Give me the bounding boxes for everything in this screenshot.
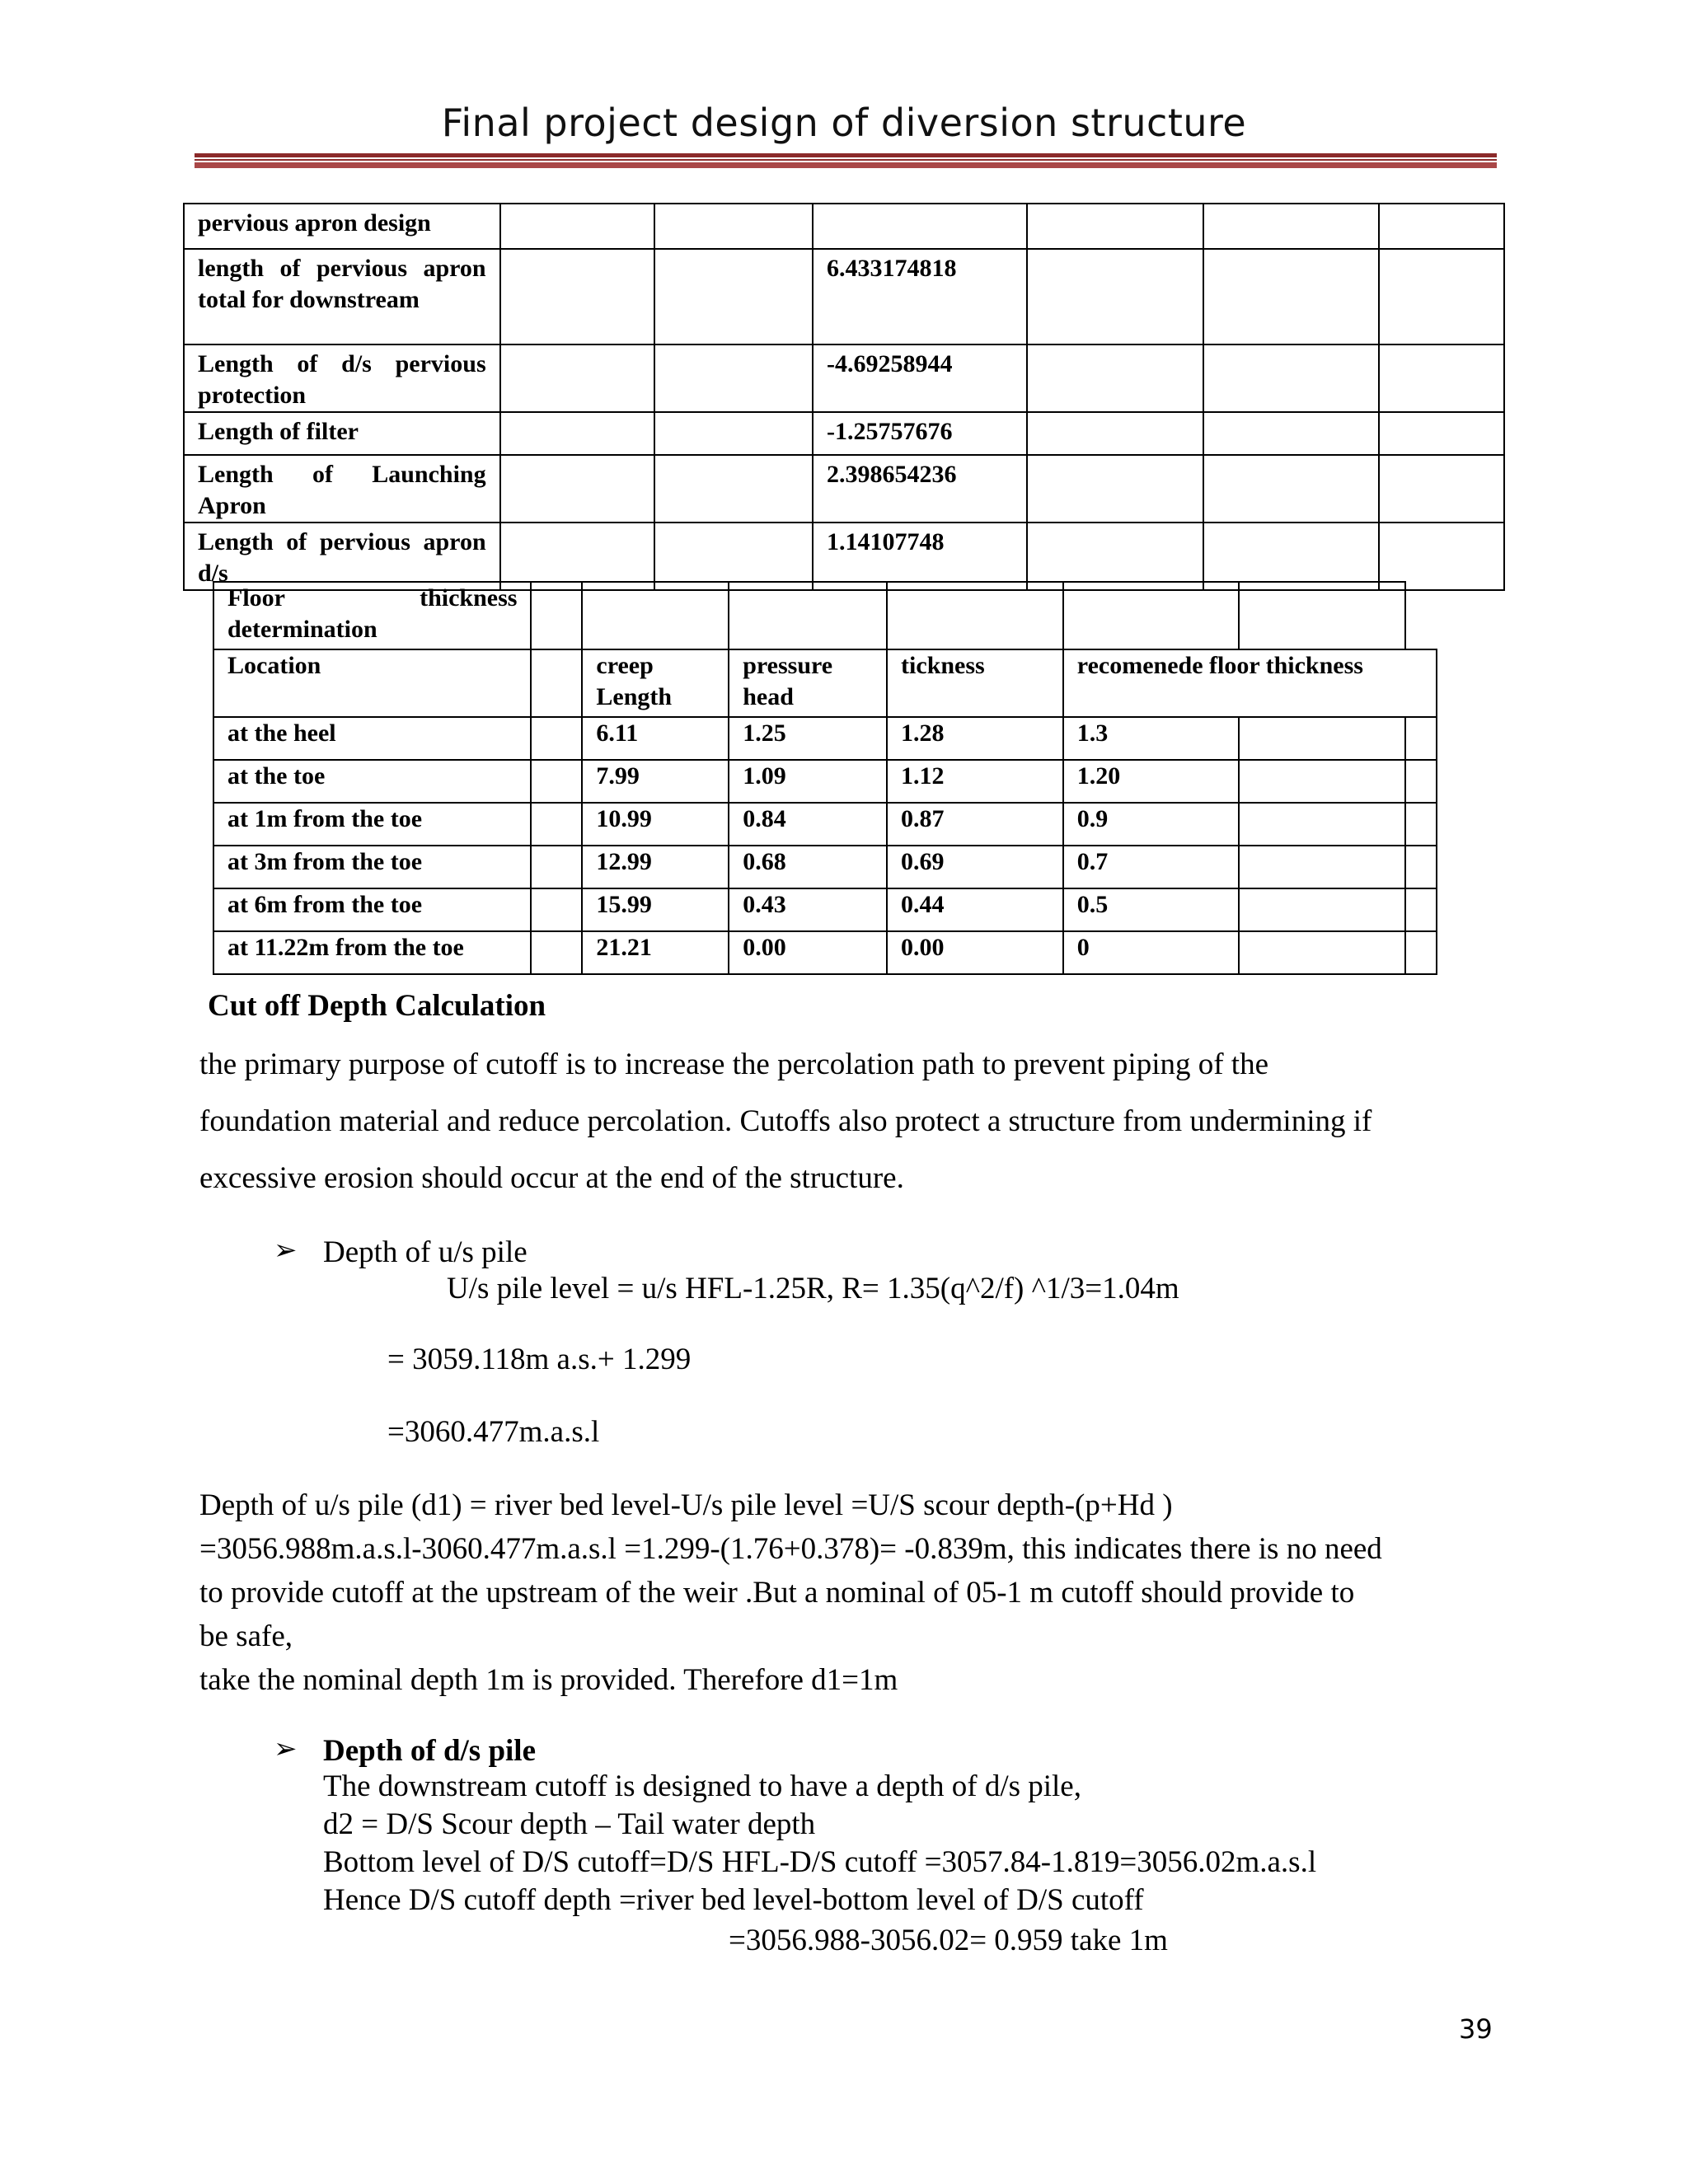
cell-location: at the heel: [213, 717, 531, 760]
cell-pressure: 0.84: [729, 803, 887, 846]
bullet-arrow-icon: ➢: [274, 1732, 298, 1765]
floor-thickness-table: [213, 581, 1437, 975]
header-recommended-thickness: recomenede floor thickness: [1063, 649, 1437, 717]
cell-creep: 21.21: [582, 931, 729, 974]
apron-row-label: Length of Launching Apron: [184, 455, 500, 523]
cell-creep: 15.99: [582, 888, 729, 931]
cell-thickness: 1.28: [887, 717, 1063, 760]
intro-line: the primary purpose of cutoff is to increase the percolation path to prevent piping of the: [199, 1047, 1269, 1081]
cell-recommended: 1.20: [1063, 760, 1240, 803]
header-creep-length: creep Length: [582, 649, 729, 717]
table-row: [213, 803, 1437, 846]
apron-row-value: 1.14107748: [813, 523, 1027, 590]
cell-location: at 6m from the toe: [213, 888, 531, 931]
us-pile-title: Depth of u/s pile: [323, 1235, 528, 1269]
table-row: [184, 204, 1504, 249]
section-heading-cutoff: Cut off Depth Calculation: [208, 989, 546, 1023]
us-pile-eq2: =3060.477m.a.s.l: [387, 1415, 600, 1449]
paragraph-line: Depth of u/s pile (d1) = river bed level-U/s pile level =U/S scour depth-(p+Hd ): [199, 1488, 1173, 1522]
cell-pressure: 0.00: [729, 931, 887, 974]
apron-row-value: 2.398654236: [813, 455, 1027, 523]
cell-location: at 1m from the toe: [213, 803, 531, 846]
cell-recommended: 0.7: [1063, 846, 1240, 888]
header-rule: [195, 159, 1497, 161]
apron-row-value: 6.433174818: [813, 249, 1027, 344]
cell-thickness: 1.12: [887, 760, 1063, 803]
cell-creep: 10.99: [582, 803, 729, 846]
cell-pressure: 1.09: [729, 760, 887, 803]
us-depth-paragraph: [199, 1484, 1485, 1703]
apron-row-label: Length of filter: [184, 412, 500, 455]
pervious-apron-table: [183, 203, 1505, 591]
header-rule: [195, 162, 1497, 168]
paragraph-line: Bottom level of D/S cutoff=D/S HFL-D/S cutoff =3057.84-1.819=3056.02m.a.s.l: [323, 1845, 1317, 1879]
apron-row-label: length of pervious apron total for downstream: [184, 249, 500, 344]
paragraph-line: take the nominal depth 1m is provided. Therefore d1=1m: [199, 1663, 898, 1697]
table-row: [184, 412, 1504, 455]
table-row: [213, 717, 1437, 760]
cell-pressure: 1.25: [729, 717, 887, 760]
cutoff-intro-paragraph: [199, 1043, 1485, 1214]
intro-line: foundation material and reduce percolation. Cutoffs also protect a structure from undermining if: [199, 1104, 1372, 1138]
page-number: 39: [1459, 2013, 1493, 2045]
cell-creep: 6.11: [582, 717, 729, 760]
cell-thickness: 0.87: [887, 803, 1063, 846]
table-row: [184, 249, 1504, 344]
us-pile-eq1: = 3059.118m a.s.+ 1.299: [387, 1343, 692, 1376]
header-pressure-head: pressure head: [729, 649, 887, 717]
ds-pile-result: =3056.988-3056.02= 0.959 take 1m: [729, 1924, 1168, 1957]
table-row: [213, 846, 1437, 888]
ds-pile-text: [323, 1768, 1316, 1919]
apron-table-title: pervious apron design: [184, 204, 500, 249]
cell-location: at 11.22m from the toe: [213, 931, 531, 974]
paragraph-line: to provide cutoff at the upstream of the weir .But a nominal of 05-1 m cutoff should provide to: [199, 1576, 1355, 1610]
table-row: [184, 455, 1504, 523]
cell-location: at 3m from the toe: [213, 846, 531, 888]
cell-recommended: 0.5: [1063, 888, 1240, 931]
cell-creep: 7.99: [582, 760, 729, 803]
cell-pressure: 0.68: [729, 846, 887, 888]
cell-location: at the toe: [213, 760, 531, 803]
paragraph-line: Hence D/S cutoff depth =river bed level-bottom level of D/S cutoff: [323, 1883, 1144, 1917]
table-row: [213, 649, 1437, 717]
cell-creep: 12.99: [582, 846, 729, 888]
cell-recommended: 1.3: [1063, 717, 1240, 760]
apron-row-label: Length of pervious apron d/s: [184, 523, 500, 590]
ds-pile-title: Depth of d/s pile: [323, 1734, 537, 1768]
cell-recommended: 0.9: [1063, 803, 1240, 846]
cell-pressure: 0.43: [729, 888, 887, 931]
table-row: [213, 582, 1437, 649]
us-pile-formula: U/s pile level = u/s HFL-1.25R, R= 1.35(q^2/f) ^1/3=1.04m: [447, 1272, 1179, 1305]
cell-recommended: 0: [1063, 931, 1240, 974]
bullet-arrow-icon: ➢: [274, 1234, 298, 1267]
apron-row-value: -4.69258944: [813, 344, 1027, 412]
table-row: [184, 523, 1504, 590]
paragraph-line: be safe,: [199, 1619, 293, 1653]
paragraph-line: d2 = D/S Scour depth – Tail water depth: [323, 1807, 816, 1841]
intro-line: excessive erosion should occur at the end of the structure.: [199, 1161, 904, 1195]
table-row: [213, 931, 1437, 974]
cell-thickness: 0.44: [887, 888, 1063, 931]
cell-thickness: 0.00: [887, 931, 1063, 974]
table-row: [213, 760, 1437, 803]
apron-row-value: -1.25757676: [813, 412, 1027, 455]
header-location: Location: [213, 649, 531, 717]
paragraph-line: =3056.988m.a.s.l-3060.477m.a.s.l =1.299-(1.76+0.378)= -0.839m, this indicates there is no need: [199, 1532, 1382, 1566]
cell-thickness: 0.69: [887, 846, 1063, 888]
apron-row-label: Length of d/s pervious protection: [184, 344, 500, 412]
page-header-title: Final project design of diversion structure: [441, 101, 1247, 145]
paragraph-line: The downstream cutoff is designed to have a depth of d/s pile,: [323, 1769, 1081, 1803]
header-thickness: tickness: [887, 649, 1063, 717]
floor-table-title: Floor thickness determination: [213, 582, 531, 649]
table-row: [184, 344, 1504, 412]
table-row: [213, 888, 1437, 931]
header-rule: [195, 153, 1497, 157]
